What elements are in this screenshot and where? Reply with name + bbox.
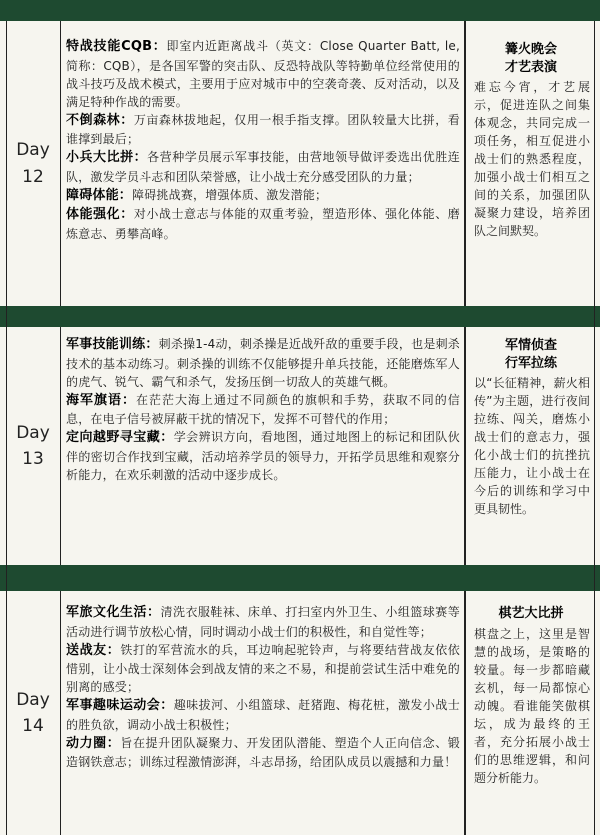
activity-item	[66, 603, 460, 641]
day-cell	[6, 327, 61, 565]
evening-title	[466, 605, 596, 623]
activity-item	[66, 734, 460, 772]
header-band	[0, 0, 600, 21]
evening-text: 以“长征精神，薪火相传”为主题，进行夜间拉练、闯关，磨炼小战士们的意志力，强化小战士们的抗挫抗压能力，让小战士在今后的训练和学习中更具韧性。	[474, 376, 590, 517]
activity-text: 障碍挑战赛，增强体质、激发潜能；	[132, 187, 328, 202]
activity-cell	[66, 591, 460, 835]
activity-text: 刺杀操1-4动，刺杀操是近战歼敌的重要手段，也是刺杀技术的基本动练习。刺杀操的训练不仅能够提升单兵技能，还能磨炼军人的虎气、锐气、霸气和杀气，发扬压倒一切敌人的英雄气概。	[66, 337, 460, 389]
activity-item	[66, 641, 460, 697]
activity-text: 在茫茫大海上通过不同颜色的旗帜和手势，获取不同的信息，在电子信号被屏蔽干扰的情况下，发挥不可替代的作用；	[66, 392, 460, 426]
evening-title-line: 棋艺大比拼	[498, 606, 564, 621]
activity-title: 动力圈：	[66, 735, 121, 751]
activity-title: 特战技能CQB：	[66, 39, 167, 54]
day-number: 12	[22, 166, 44, 187]
activity-item	[66, 148, 460, 186]
day-label: Day	[16, 689, 50, 710]
day-number: 13	[22, 449, 44, 469]
activity-item	[66, 335, 460, 391]
activity-item	[66, 205, 460, 243]
activity-text: 学会辨识方向，看地图，通过地图上的标记和团队伙伴的密切合作找到宝藏，活动培养学员的领导力，开拓学员思维和观察分析能力，在欢乐刺激的活动中逐步成长。	[66, 430, 460, 482]
evening-cell	[464, 327, 596, 565]
evening-text: 棋盘之上，这里是智慧的战场，是策略的较量。每一步都暗藏玄机，每一局都惊心动魄。看谁能笑傲棋坛，成为最终的王者，充分拓展小战士们的思维逻辑，和问题分析能力。	[474, 626, 590, 785]
evening-title-line: 才艺表演	[504, 59, 557, 75]
activity-cell	[66, 21, 460, 306]
activity-item	[66, 111, 460, 149]
day-row	[0, 21, 600, 306]
separator-band	[0, 565, 600, 591]
activity-title: 定向越野寻宝藏：	[66, 430, 174, 445]
day-row	[0, 591, 600, 835]
activity-text: 清洗衣服鞋袜、床单、打扫室内外卫生、小组篮球赛等活动进行调节放松心情，同时调动小战士们的积极性，和自觉性等；	[66, 605, 460, 639]
activity-text: 各营种学员展示军事技能，由营地领导做评委选出优胜连队，激发学员斗志和团队荣誉感，让小战士充分感受团队的力量；	[66, 150, 460, 184]
evening-title-line: 行军拉练	[504, 355, 557, 371]
evening-title	[466, 41, 596, 76]
activity-title: 海军旗语：	[66, 392, 136, 408]
day-label: Day	[16, 422, 50, 443]
activity-item	[66, 391, 460, 429]
activity-item	[66, 186, 460, 206]
day-label: Day	[16, 140, 50, 161]
evening-title-line: 篝火晚会	[504, 42, 557, 57]
activity-title: 体能强化：	[66, 207, 134, 222]
day-number: 14	[22, 716, 44, 736]
activity-title: 送战友：	[66, 642, 121, 658]
separator-band	[0, 306, 600, 327]
activity-text: 即室内近距离战斗（英文：Close Quarter Batt, le, 简称：CQB），是各国军警的突击队、反恐特战队等特勤单位经常使用的战斗技巧及战术模式，主要用于应对城市中的空袭奇袭、反对活动，以及满足特种作战的需要。	[66, 39, 460, 109]
activity-text: 旨在提升团队凝聚力、开发团队潜能、塑造个人正向信念、锻造钢铁意志；训练过程激情澎湃，斗志昂扬，给团队成员以震撼和力量！	[66, 735, 460, 769]
evening-cell	[464, 591, 596, 835]
evening-text: 难忘今宵，才艺展示，促进连队之间集体观念，共同完成一项任务，相互促进小战士们的熟悉程度，加强小战士们相互之间的关系，加强团队凝聚力建设，培养团队之间默契。	[474, 80, 590, 239]
day-cell	[6, 591, 61, 835]
activity-item	[66, 37, 460, 111]
activity-item	[66, 428, 460, 484]
day-cell	[6, 21, 61, 306]
evening-title	[466, 337, 596, 372]
activity-text: 铁打的军营流水的兵，耳边响起驼铃声，与将要结营战友依依惜别，让小战士深刻体会到战友情的来之不易，和提前尝试生活中难免的别离的感受；	[66, 642, 460, 694]
activity-text: 趣味拔河、小组篮球、赶猪跑、梅花桩，激发小战士的胜负欲，调动小战士积极性；	[66, 698, 460, 732]
activity-title: 不倒森林：	[66, 112, 134, 128]
day-row	[0, 327, 600, 565]
activity-item	[66, 696, 460, 734]
evening-title-line: 军情侦查	[504, 338, 557, 353]
activity-text: 万亩森林拔地起，仅用一根手指支撑。团队较量大比拼，看谁撑到最后；	[66, 112, 460, 146]
activity-cell	[66, 327, 460, 565]
activity-title: 小兵大比拼：	[66, 150, 148, 165]
activity-title: 军事趣味运动会：	[66, 698, 174, 713]
activity-title: 军旅文化生活：	[66, 605, 161, 620]
evening-cell	[464, 21, 596, 306]
activity-title: 障碍体能：	[66, 187, 133, 203]
activity-text: 对小战士意志与体能的双重考验，塑造形体、强化体能、磨炼意志、勇攀高峰。	[66, 207, 460, 241]
activity-title: 军事技能训练：	[66, 337, 159, 352]
